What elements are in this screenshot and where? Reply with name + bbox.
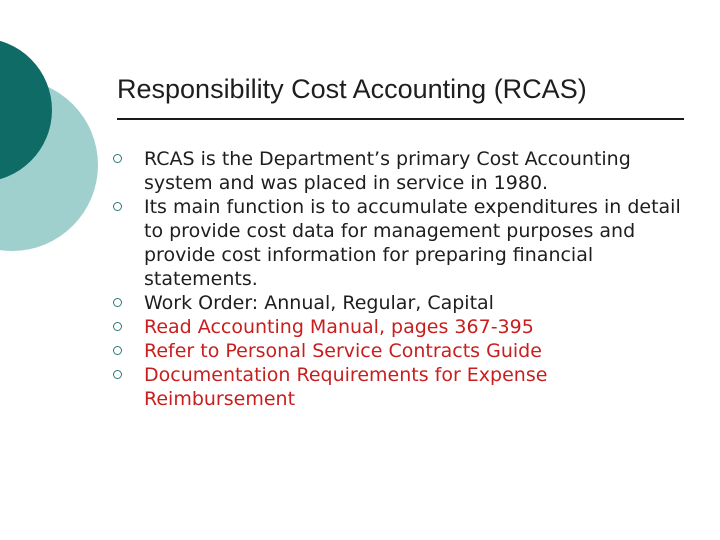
bullet-text[interactable]: Refer to Personal Service Contracts Guide <box>144 340 542 362</box>
bullet-item-link[interactable] <box>113 315 683 339</box>
decorative-circles <box>0 0 110 290</box>
bullet-item-link[interactable] <box>113 363 683 411</box>
bullet-marker-icon <box>113 370 122 379</box>
bullet-marker-icon <box>113 202 122 211</box>
bullet-text: Its main function is to accumulate expenditures in detail to provide cost data for management purposes and provide cost information for preparing financial statements. <box>144 196 681 290</box>
title-divider <box>117 118 684 120</box>
bullet-text[interactable]: Read Accounting Manual, pages 367-395 <box>144 316 534 338</box>
bullet-item <box>113 147 683 195</box>
bullet-marker-icon <box>113 322 122 331</box>
bullet-text[interactable]: Documentation Requirements for Expense Reimbursement <box>144 364 548 410</box>
bullet-item-link[interactable] <box>113 339 683 363</box>
bullet-marker-icon <box>113 346 122 355</box>
bullet-item <box>113 195 683 291</box>
bullet-marker-icon <box>113 298 122 307</box>
bullet-text: Work Order: Annual, Regular, Capital <box>144 292 494 314</box>
slide-title: Responsibility Cost Accounting (RCAS) <box>117 74 587 104</box>
bullet-marker-icon <box>113 154 122 163</box>
bullet-text: RCAS is the Department’s primary Cost Accounting system and was placed in service in 1980. <box>144 148 631 194</box>
bullet-item <box>113 291 683 315</box>
bullet-list <box>113 147 683 411</box>
